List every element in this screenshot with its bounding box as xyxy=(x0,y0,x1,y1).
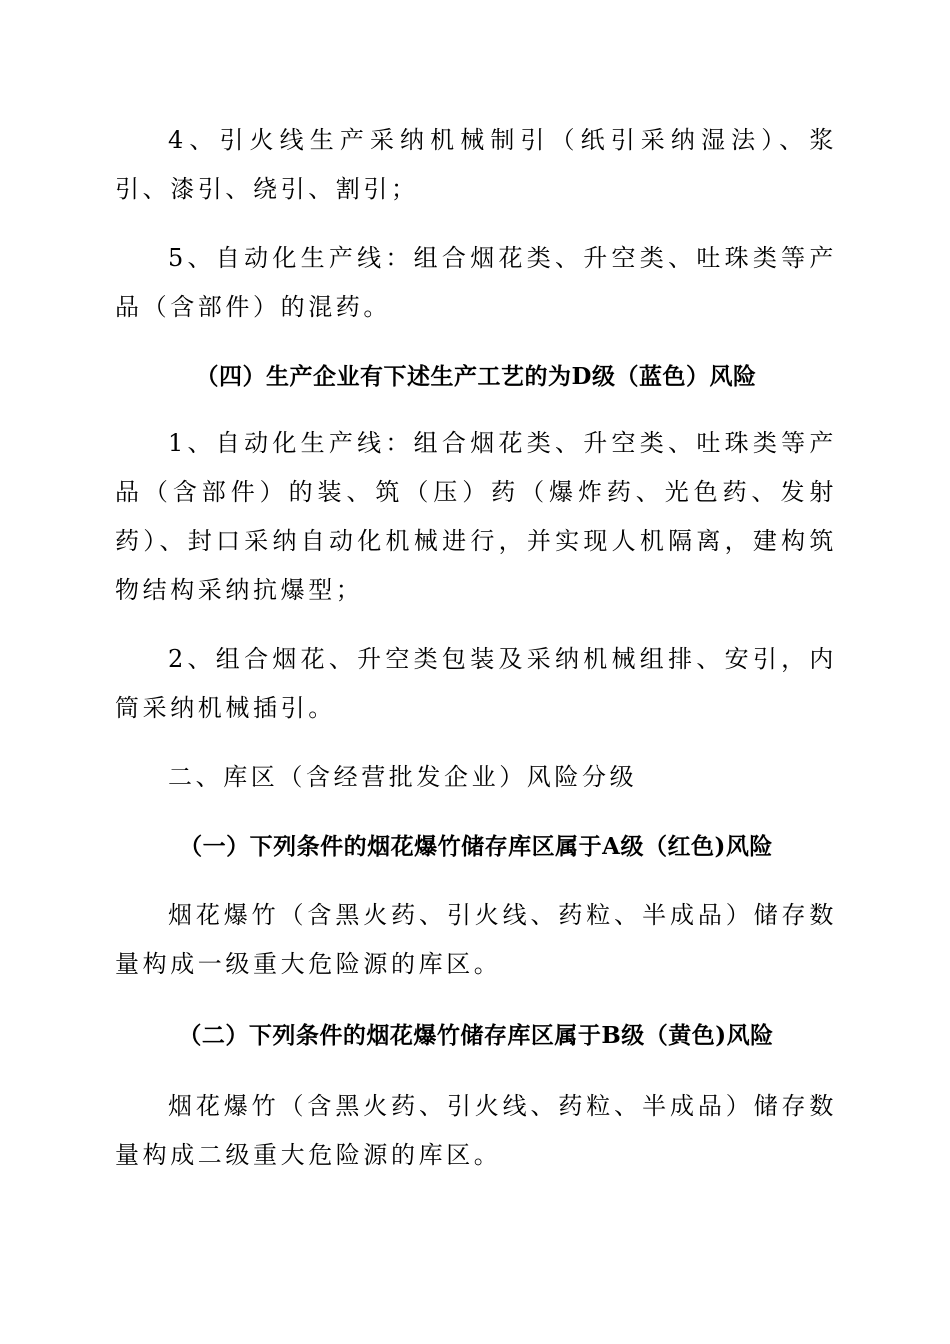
document-page xyxy=(115,116,837,1180)
paragraph-level-b-criteria: 烟花爆竹（含黑火药、引火线、药粒、半成品）储存数量构成二级重大危险源的库区。 xyxy=(115,1092,837,1169)
paragraph-automated-line-loading: 1、自动化生产线：组合烟花类、升空类、吐珠类等产品（含部件）的装、筑（压）药（爆炸药、光色药、发射药）、封口采纳自动化机械进行，并实现人机隔离，建构筑物结构采纳抗爆型； xyxy=(115,429,837,604)
heading-level-b-yellow-risk: （二）下列条件的烟花爆竹储存库区属于B级（黄色)风险 xyxy=(178,1022,774,1049)
paragraph-fuse-production: 4、引火线生产采纳机械制引（纸引采纳湿法）、浆引、漆引、绕引、割引； xyxy=(115,126,837,203)
section-title-warehouse-risk: 二、库区（含经营批发企业）风险分级 xyxy=(168,763,638,791)
paragraph-level-a-criteria: 烟花爆竹（含黑火药、引火线、药粒、半成品）储存数量构成一级重大危险源的库区。 xyxy=(115,901,837,978)
heading-level-a-red-risk: （一）下列条件的烟花爆竹储存库区属于A级（红色)风险 xyxy=(179,833,773,860)
heading-level-d-blue-risk: （四）生产企业有下述生产工艺的为D级（蓝色）风险 xyxy=(195,363,757,390)
paragraph-automated-line-mixing: 5、自动化生产线：组合烟花类、升空类、吐珠类等产品（含部件）的混药。 xyxy=(115,244,837,321)
paragraph-packaging-mechanized: 2、组合烟花、升空类包装及采纳机械组排、安引，内筒采纳机械插引。 xyxy=(115,645,837,722)
